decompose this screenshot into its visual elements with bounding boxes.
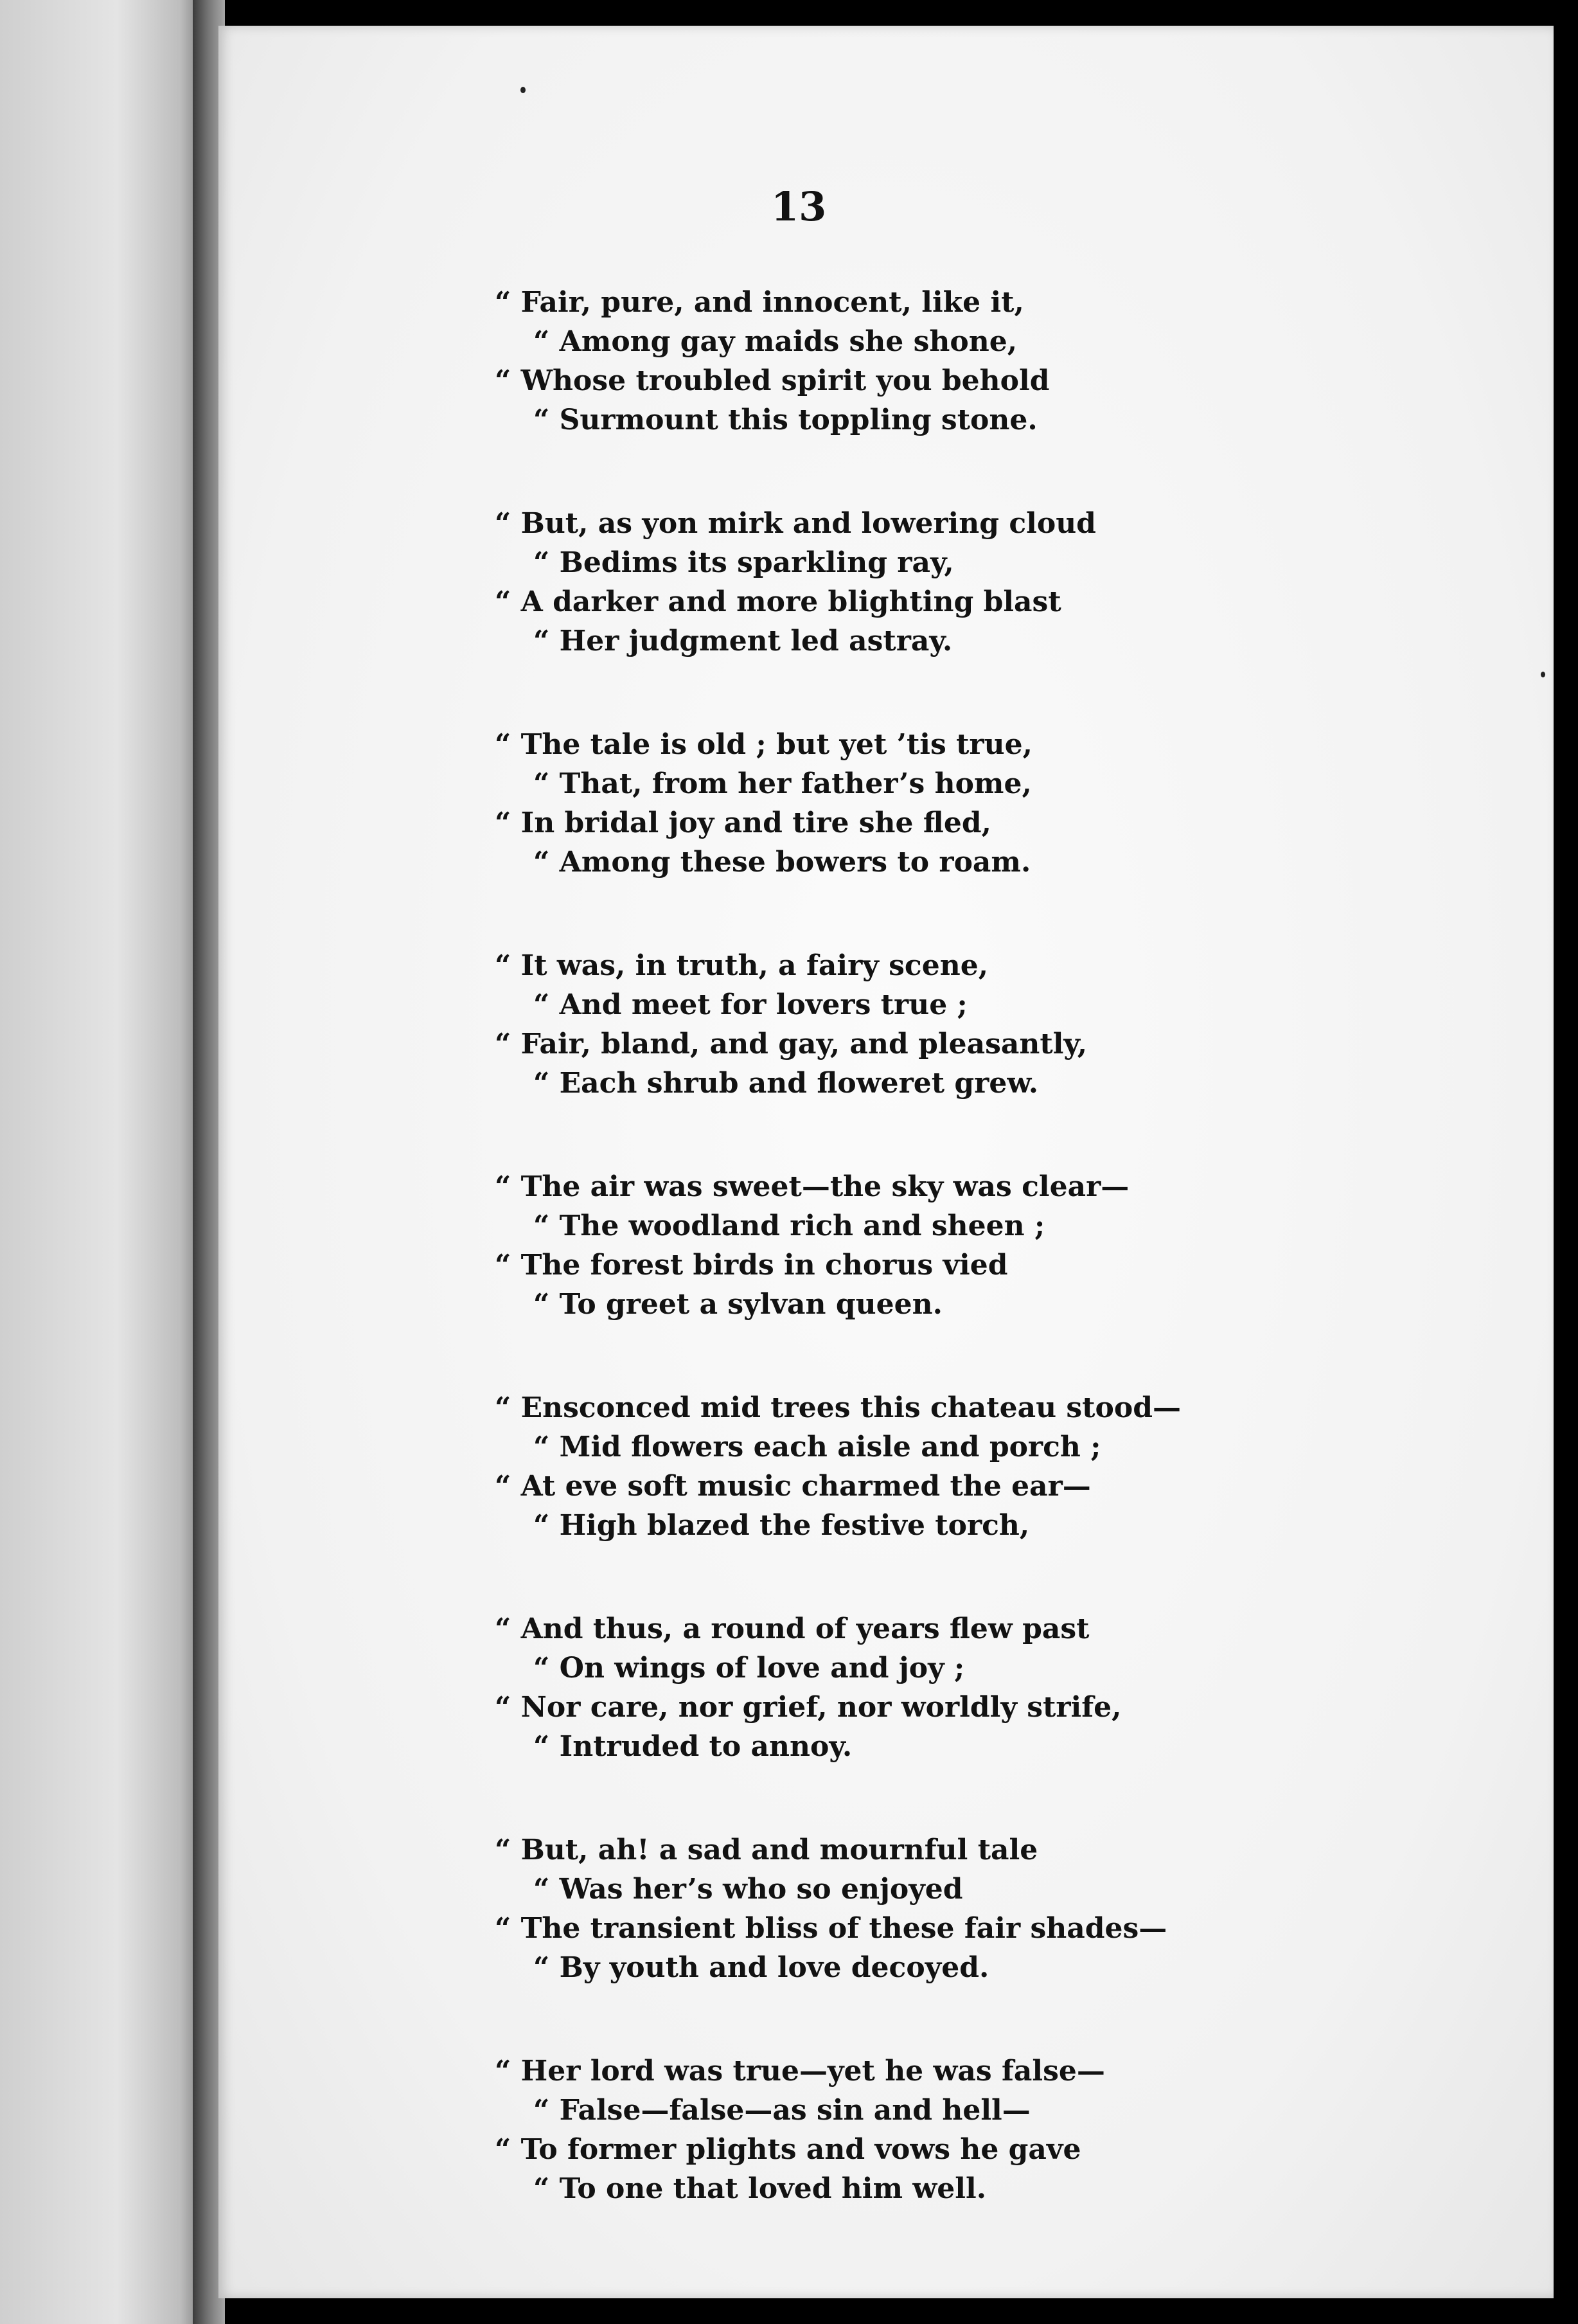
poem-line: “ Was her’s who so enjoyed — [533, 1873, 963, 1906]
stanza — [495, 725, 1362, 882]
stanza — [495, 283, 1362, 440]
poem-line: “ And thus, a round of years flew past — [495, 1613, 1090, 1645]
poem-line: “ In bridal joy and tire she fled, — [495, 807, 991, 839]
poem-line: “ Among these bowers to roam. — [533, 846, 1031, 879]
poem-line: “ Fair, bland, and gay, and pleasantly, — [495, 1028, 1088, 1060]
poem-line: “ The transient bliss of these fair shades— — [495, 1912, 1167, 1945]
poem-line: “ Among gay maids she shone, — [533, 325, 1018, 358]
poem-line: “ Whose troubled spirit you behold — [495, 364, 1050, 397]
poem-line: “ It was, in truth, a fairy scene, — [495, 949, 989, 982]
poem-line: “ A darker and more blighting blast — [495, 585, 1061, 618]
poem-line: “ The woodland rich and sheen ; — [533, 1210, 1045, 1242]
poem-line: “ But, ah! a sad and mournful tale — [495, 1834, 1038, 1866]
poem-line: “ Her lord was true—yet he was false— — [495, 2055, 1105, 2087]
poem-line: “ By youth and love decoyed. — [533, 1951, 989, 1984]
poem-line: “ To former plights and vows he gave — [495, 2133, 1081, 2166]
ink-speck — [1541, 672, 1545, 677]
stanza — [495, 1167, 1362, 1324]
poem-line: “ The forest birds in chorus vied — [495, 1249, 1008, 1282]
stanza — [495, 1609, 1362, 1766]
poem-line: “ Mid flowers each aisle and porch ; — [533, 1431, 1101, 1463]
poem-line: “ Bedims its sparkling ray, — [533, 546, 954, 579]
stanza — [495, 1830, 1362, 1987]
stanza — [495, 946, 1362, 1103]
poem-line: “ Ensconced mid trees this chateau stood— — [495, 1391, 1181, 1424]
poem-line: “ Fair, pure, and innocent, like it, — [495, 286, 1024, 319]
poem-line: “ Her judgment led astray. — [533, 625, 953, 657]
poem-line: “ The tale is old ; but yet ’tis true, — [495, 728, 1033, 761]
poem-line: “ And meet for lovers true ; — [533, 988, 968, 1021]
stanza — [495, 504, 1362, 661]
stanza — [495, 2051, 1362, 2208]
page-number: 13 — [771, 183, 827, 230]
poem-line: “ Surmount this toppling stone. — [533, 404, 1038, 436]
poem-line: “ Nor care, nor grief, nor worldly strife, — [495, 1691, 1122, 1724]
poem-line: “ That, from her father’s home, — [533, 767, 1032, 800]
facing-page-edge — [0, 0, 212, 2324]
poem-line: “ But, as yon mirk and lowering cloud — [495, 507, 1096, 540]
poem-line: “ Intruded to annoy. — [533, 1730, 853, 1763]
poem-line: “ On wings of love and joy ; — [533, 1652, 965, 1685]
poem-line: “ The air was sweet—the sky was clear— — [495, 1170, 1130, 1203]
poem-line: “ False—false—as sin and hell— — [533, 2094, 1031, 2127]
poem — [495, 283, 1362, 2273]
poem-line: “ To greet a sylvan queen. — [533, 1288, 943, 1321]
poem-line: “ High blazed the festive torch, — [533, 1509, 1030, 1542]
stanza — [495, 1388, 1362, 1545]
poem-line: “ At eve soft music charmed the ear— — [495, 1470, 1091, 1503]
ink-speck — [520, 87, 526, 93]
poem-line: “ Each shrub and floweret grew. — [533, 1067, 1039, 1100]
poem-line: “ To one that loved him well. — [533, 2172, 987, 2205]
